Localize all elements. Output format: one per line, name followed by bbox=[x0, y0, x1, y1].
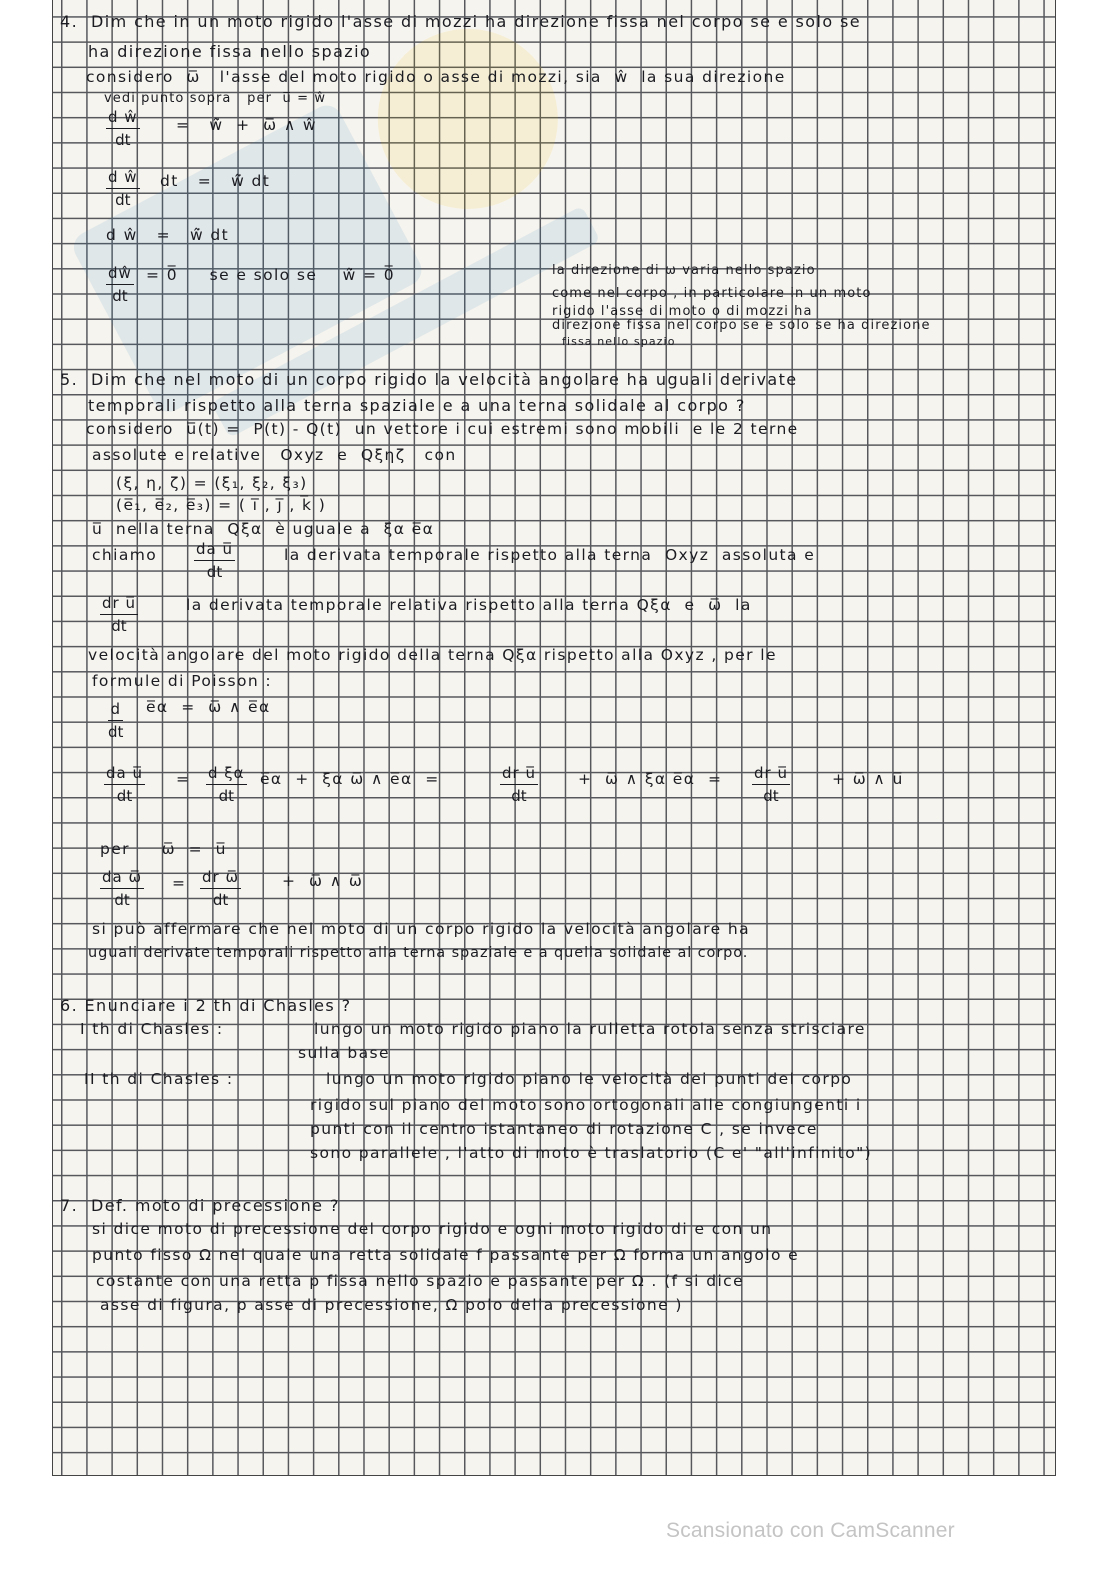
q5-fraction-7-denominator: dt bbox=[763, 787, 779, 805]
q5-fraction-5-numerator: d ξα bbox=[206, 764, 247, 785]
q4-fraction-2-denominator: dt bbox=[115, 191, 131, 209]
q5-fraction-8-denominator: dt bbox=[114, 891, 130, 909]
scanner-footer-text: Scansionato con CamScanner bbox=[666, 1519, 955, 1542]
q5-fraction-2-denominator: dt bbox=[111, 617, 127, 635]
q5-conclusion-line-2: uguali derivate temporali rispetto alla terna spaziale e a quella solidale al corpo. bbox=[88, 945, 749, 961]
q4-equation-3: d ŵ = ŵ̇ dt bbox=[106, 226, 230, 244]
q4-fraction-4-numerator: dŵ bbox=[106, 264, 134, 285]
q6-theorem-1-line-2: sulla base bbox=[298, 1044, 390, 1062]
q5-fraction-8-numerator: da ω̅ bbox=[100, 868, 144, 889]
q4-fraction-1 bbox=[106, 108, 140, 149]
q5-fraction-6-denominator: dt bbox=[511, 787, 527, 805]
q5-text-line-8: velocità angolare del moto rigido della terna Qξα rispetto alla Oxyz , per le bbox=[88, 646, 777, 664]
q5-fraction-5 bbox=[206, 764, 247, 805]
q5-equation-main-part-3: + ω̅ ∧ u̅ bbox=[832, 770, 904, 788]
q5-fraction-2-numerator: dr u̅ bbox=[100, 594, 138, 615]
q5-fraction-5-denominator: dt bbox=[218, 787, 234, 805]
q6-theorem-2-line-4: sono parallele , l'atto di moto è traslatorio (C e' "all'infinito") bbox=[310, 1144, 873, 1162]
q6-theorem-1-label: I th di Chasles : bbox=[80, 1020, 224, 1038]
q4-equation-2-rhs: dt = ŵ̇ dt bbox=[160, 172, 271, 190]
q4-fraction-2 bbox=[106, 168, 140, 209]
q5-text-line-4: (e̅₁, e̅₂, e̅₃) = ( i̅ , j̅ , k̅ ) bbox=[116, 496, 327, 514]
q5-equation-poisson-rhs: e̅α = ω̅ ∧ e̅α bbox=[146, 698, 271, 716]
q4-fraction-1-numerator: d ŵ bbox=[106, 108, 140, 129]
q4-note-line-4: direzione fissa nel corpo se e solo se ha direzione bbox=[552, 318, 931, 333]
q5-fraction-1-denominator: dt bbox=[206, 563, 223, 581]
q5-equation-final-rhs: + ω̅ ∧ ω̅ bbox=[282, 872, 364, 890]
q5-text-line-1: considero u̅(t) = P(t) - Q(t) un vettore i cui estremi sono mobili e le 2 terne bbox=[86, 420, 799, 438]
q6-theorem-1-line-1: lungo un moto rigido piano la rulletta rotola senza strisciare bbox=[314, 1020, 866, 1038]
q6-theorem-2-label: II th di Chasles : bbox=[84, 1070, 234, 1088]
q5-text-line-6: chiamo bbox=[92, 546, 158, 564]
q5-fraction-7 bbox=[752, 764, 790, 805]
q6-theorem-2-line-3: punti con il centro istantaneo di rotazione C , se invece bbox=[310, 1120, 818, 1138]
q5-fraction-4-numerator: da u̅ bbox=[104, 764, 145, 785]
q7-text-line-3: costante con una retta p fissa nello spazio e passante per Ω . (f si dice bbox=[96, 1272, 745, 1290]
q5-fraction-6 bbox=[500, 764, 538, 805]
q6-theorem-2-line-1: lungo un moto rigido piano le velocità dei punti del corpo bbox=[326, 1070, 853, 1088]
q6-title: 6. Enunciare i 2 th di Chasles ? bbox=[60, 996, 352, 1015]
q5-text-line-6b: la derivata temporale rispetto alla terna Oxyz assoluta e bbox=[284, 546, 816, 564]
q4-equation-1-rhs: = ŵ̇ + ω̅ ∧ ŵ bbox=[176, 116, 317, 134]
q5-text-line-9: formule di Poisson : bbox=[92, 672, 272, 690]
q5-title-line-1: 5. Dim che nel moto di un corpo rigido la velocità angolare ha uguali derivate bbox=[60, 370, 798, 389]
q4-note-line-1: la direzione di ω varia nello spazio bbox=[552, 263, 816, 278]
q5-substitution: per ω̅ = u̅ bbox=[100, 840, 227, 858]
q5-fraction-1 bbox=[194, 540, 235, 581]
q5-fraction-4 bbox=[104, 764, 145, 805]
q4-fraction-4-denominator: dt bbox=[112, 287, 128, 305]
q5-fraction-4-denominator: dt bbox=[116, 787, 133, 805]
q4-text-line-1: considero ω̅ l'asse del moto rigido o asse di mozzi, sia ŵ la sua direzione bbox=[86, 68, 786, 86]
q5-equation-main-part-1: e̅α + ξα ω̅ ∧ e̅α = bbox=[260, 770, 440, 788]
q4-text-line-2: vedi punto sopra per u̅ = ŵ bbox=[104, 91, 327, 106]
q4-fraction-1-denominator: dt bbox=[115, 131, 131, 149]
q5-text-line-5: u̅ nella terna Qξα è uguale a ξα e̅α bbox=[92, 520, 435, 538]
q5-text-line-7: la derivata temporale relativa rispetto alla terna Qξα e ω̅ la bbox=[186, 596, 752, 614]
q5-equation-main-eq-sign: = bbox=[176, 770, 191, 788]
q5-fraction-9 bbox=[200, 868, 241, 909]
q5-fraction-2 bbox=[100, 594, 138, 635]
q5-fraction-7-numerator: dr u̅ bbox=[752, 764, 790, 785]
q4-equation-4-rhs: = 0̅ se e solo se ŵ̇ = 0̅ bbox=[146, 266, 395, 284]
q4-fraction-2-numerator: d ŵ bbox=[106, 168, 140, 189]
q6-theorem-2-line-2: rigido sul piano del moto sono ortogonali alle congiungenti i bbox=[310, 1096, 862, 1114]
q5-fraction-9-numerator: dr ω̅ bbox=[200, 868, 241, 889]
q7-text-line-4: asse di figura, p asse di precessione, Ω polo della precessione ) bbox=[100, 1296, 683, 1314]
q5-fraction-3-numerator: d bbox=[108, 700, 123, 721]
q5-text-line-3: (ξ, η, ζ) = (ξ₁, ξ₂, ξ₃) bbox=[116, 474, 308, 492]
q7-text-line-1: si dice moto di precessione del corpo rigido e ogni moto rigido di e con un bbox=[92, 1220, 773, 1238]
q4-title-line-1: 4. Dim che in un moto rigido l'asse di mozzi ha direzione fissa nel corpo se e solo se bbox=[60, 12, 861, 31]
q4-title-line-2: ha direzione fissa nello spazio bbox=[88, 42, 372, 61]
q4-note-line-5: fissa nello spazio bbox=[562, 335, 676, 348]
q5-fraction-3 bbox=[108, 700, 123, 741]
q4-note-line-2: come nel corpo , in particolare in un moto bbox=[552, 286, 872, 301]
q4-fraction-4 bbox=[106, 264, 134, 305]
q5-fraction-8 bbox=[100, 868, 144, 909]
q5-conclusion-line-1: si può affermare che nel moto di un corpo rigido la velocità angolare ha bbox=[92, 920, 750, 938]
q5-equation-final-eq-sign: = bbox=[172, 874, 187, 892]
q5-fraction-6-numerator: dr u̅ bbox=[500, 764, 538, 785]
q5-fraction-1-numerator: da u̅ bbox=[194, 540, 235, 561]
q5-fraction-3-denominator: dt bbox=[108, 723, 124, 741]
q7-title: 7. Def. moto di precessione ? bbox=[60, 1196, 340, 1215]
q4-note-line-3: rigido l'asse di moto o di mozzi ha bbox=[552, 304, 813, 319]
q5-fraction-9-denominator: dt bbox=[212, 891, 229, 909]
q5-title-line-2: temporali rispetto alla terna spaziale e a una terna solidale al corpo ? bbox=[88, 396, 746, 415]
q7-text-line-2: punto fisso Ω nel quale una retta solidale f passante per Ω forma un angolo e bbox=[92, 1246, 800, 1264]
q5-equation-main-part-2: + ω̅ ∧ ξα e̅α = bbox=[578, 770, 723, 788]
q5-text-line-2: assolute e relative Oxyz e Qξηζ con bbox=[92, 446, 457, 464]
